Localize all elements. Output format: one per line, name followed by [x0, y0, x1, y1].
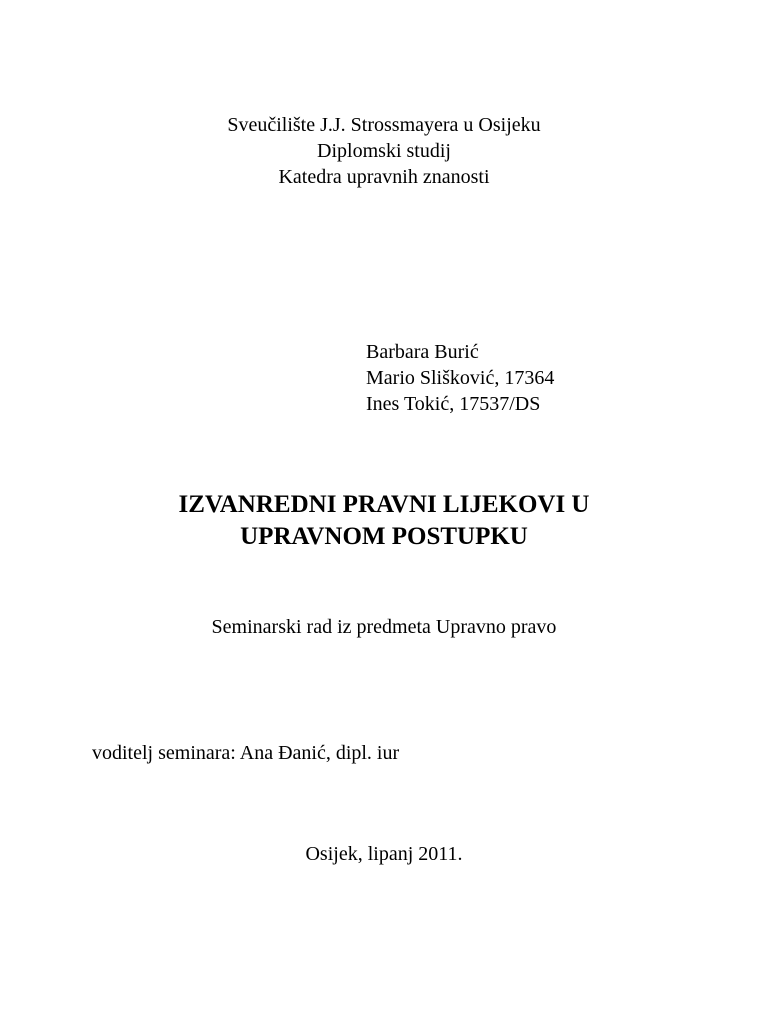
supervisor: voditelj seminara: Ana Đanić, dipl. iur: [92, 742, 400, 764]
title-line-1: IZVANREDNI PRAVNI LIJEKOVI U: [178, 491, 590, 518]
title-line-2: UPRAVNOM POSTUPKU: [240, 523, 528, 550]
subtitle: Seminarski rad iz predmeta Upravno pravo: [211, 616, 557, 638]
place-date: Osijek, lipanj 2011.: [305, 843, 463, 865]
author-3: Ines Tokić, 17537/DS: [366, 393, 541, 415]
department-name: Katedra upravnih znanosti: [278, 166, 490, 188]
study-program: Diplomski studij: [317, 140, 451, 162]
author-2: Mario Slišković, 17364: [366, 367, 555, 389]
author-1: Barbara Burić: [366, 341, 479, 363]
university-name: Sveučilište J.J. Strossmayera u Osijeku: [227, 114, 541, 136]
